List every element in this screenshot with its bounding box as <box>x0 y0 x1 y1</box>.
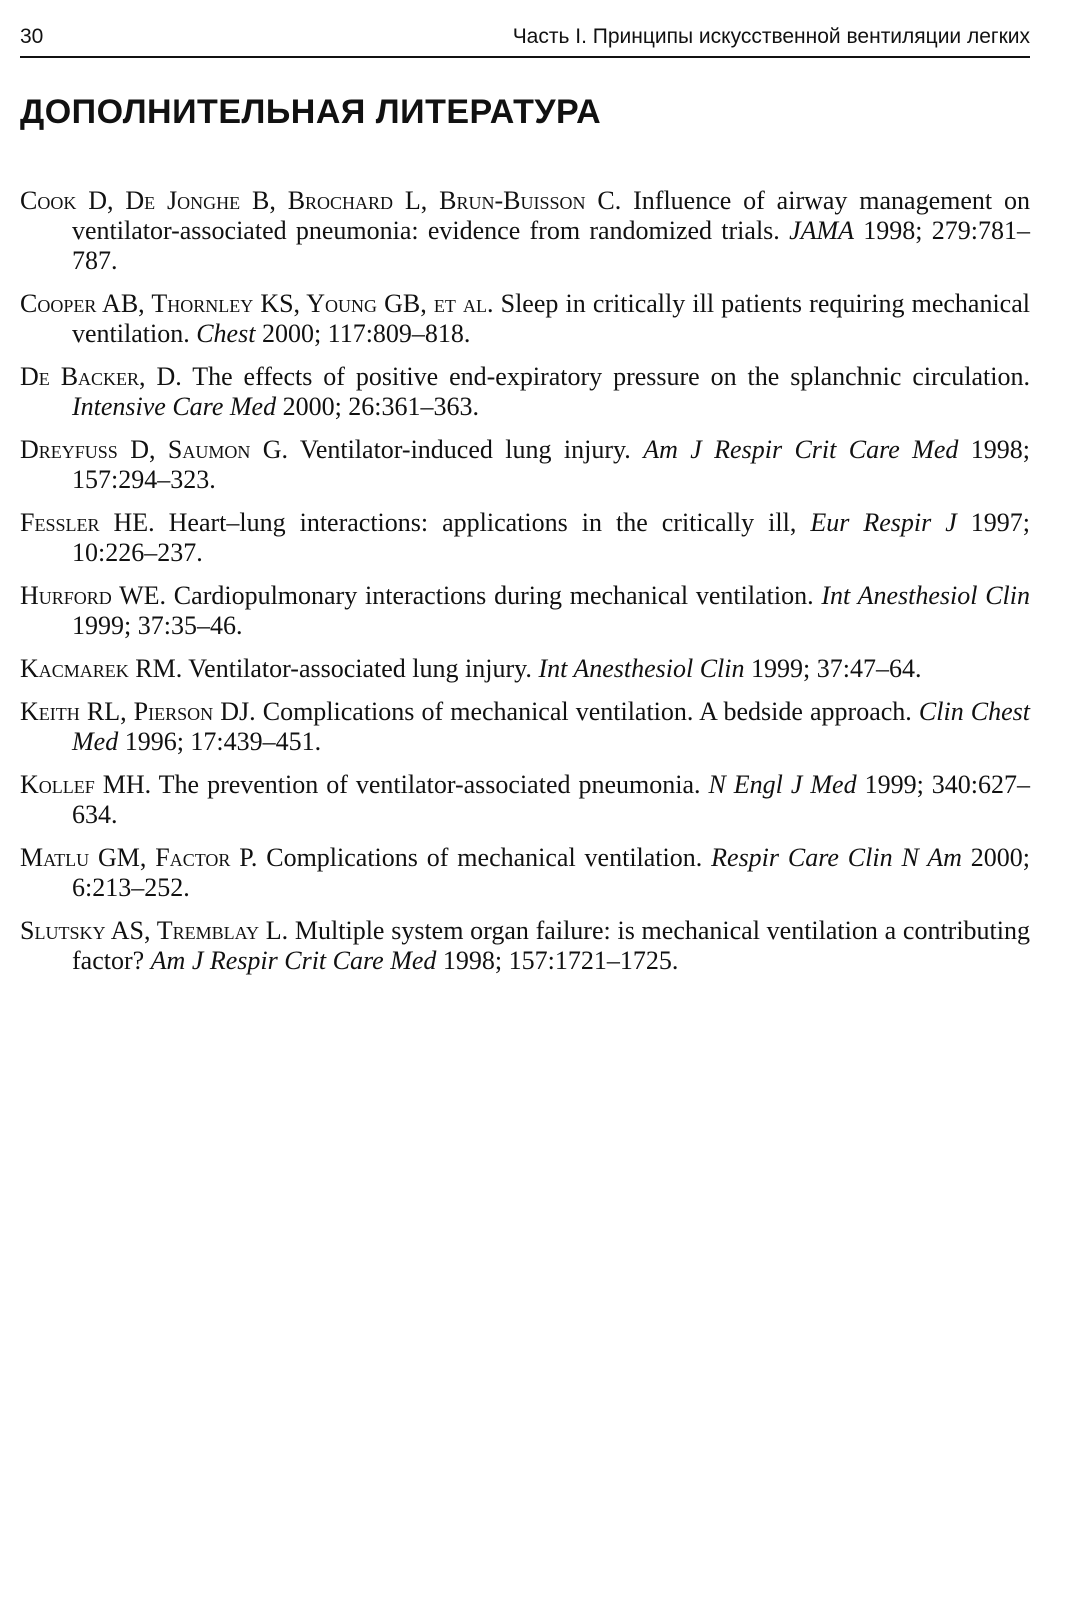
reference-authors: Fessler HE. <box>20 508 155 537</box>
reference-item <box>20 843 1030 903</box>
reference-citation: 2000; 26:361–363. <box>276 392 480 421</box>
reference-journal: Am J Respir Crit Care Med <box>643 435 959 464</box>
running-head <box>20 0 1030 58</box>
reference-title: Heart–lung interactions: applications in the critically ill, <box>154 508 811 537</box>
reference-title: The effects of positive end-expiratory pressure on the splanchnic circulation. <box>181 362 1031 391</box>
reference-citation: 1998; 157:294–323. <box>72 435 1030 494</box>
reference-title: Influence of airway management on ventilator-associated pneumonia: evidence from randomized trials. <box>72 186 1030 245</box>
reference-authors: De Backer, D. <box>20 362 182 391</box>
reference-title: Ventilator-induced lung injury. <box>288 435 644 464</box>
reference-journal: Chest <box>196 319 256 348</box>
reference-title: Complications of mechanical ventilation. A bedside approach. <box>255 697 919 726</box>
reference-citation: 1999; 37:35–46. <box>72 611 243 640</box>
reference-citation: 2000; 6:213–252. <box>72 843 1030 902</box>
reference-item <box>20 697 1030 757</box>
reference-citation: 1997; 10:226–237. <box>72 508 1030 567</box>
reference-title: Complications of mechanical ventilation. <box>257 843 712 872</box>
reference-journal: Clin Chest Med <box>72 697 1031 756</box>
reference-citation: 1998; 279:781–787. <box>72 216 1030 275</box>
reference-journal: Eur Respir J <box>810 508 957 537</box>
reference-item <box>20 770 1030 830</box>
section-title: ДОПОЛНИТЕЛЬНАЯ ЛИТЕРАТУРА <box>20 93 602 131</box>
reference-title: Sleep in critically ill patients requiring mechanical ventilation. <box>72 289 1030 348</box>
reference-title: Multiple system organ failure: is mechanical ventilation a contributing factor? <box>72 916 1030 975</box>
reference-item <box>20 508 1030 568</box>
reference-journal: Intensive Care Med <box>72 392 277 421</box>
reference-title: The prevention of ventilator-associated pneumonia. <box>151 770 709 799</box>
reference-authors: Kacmarek RM. <box>20 654 183 683</box>
reference-journal: N Engl J Med <box>708 770 857 799</box>
reference-item <box>20 186 1030 276</box>
reference-authors: Cooper AB, Thornley KS, Young GB, et al. <box>20 289 494 318</box>
reference-authors: Hurford WE. <box>20 581 167 610</box>
reference-item <box>20 654 1030 684</box>
reference-authors: Cook D, De Jonghe B, Brochard L, Brun-Buisson C. <box>20 186 622 215</box>
reference-citation: 1999; 340:627–634. <box>72 770 1030 829</box>
reference-item <box>20 435 1030 495</box>
reference-authors: Matlu GM, Factor P. <box>20 843 258 872</box>
reference-authors: Dreyfuss D, Saumon G. <box>20 435 288 464</box>
reference-journal: Int Anesthesiol Clin <box>821 581 1031 610</box>
reference-citation: 2000; 117:809–818. <box>255 319 471 348</box>
reference-title: Ventilator-associated lung injury. <box>182 654 539 683</box>
book-page <box>20 0 1030 989</box>
reference-citation: 1996; 17:439–451. <box>118 727 322 756</box>
reference-list <box>20 186 1030 976</box>
reference-item <box>20 581 1030 641</box>
reference-item <box>20 916 1030 976</box>
reference-item <box>20 289 1030 349</box>
reference-authors: Slutsky AS, Tremblay L. <box>20 916 289 945</box>
reference-journal: Int Anesthesiol Clin <box>538 654 745 683</box>
reference-item <box>20 362 1030 422</box>
page-number: 30 <box>20 25 44 48</box>
reference-citation: 1999; 37:47–64. <box>744 654 922 683</box>
reference-citation: 1998; 157:1721–1725. <box>436 946 679 975</box>
reference-journal: Am J Respir Crit Care Med <box>150 946 437 975</box>
reference-title: Cardiopulmonary interactions during mechanical ventilation. <box>166 581 822 610</box>
running-title: Часть I. Принципы искусственной вентиляции легких <box>512 25 1030 48</box>
reference-authors: Kollef MH. <box>20 770 152 799</box>
reference-journal: Respir Care Clin N Am <box>711 843 962 872</box>
reference-authors: Keith RL, Pierson DJ. <box>20 697 256 726</box>
reference-journal: JAMA <box>789 216 855 245</box>
